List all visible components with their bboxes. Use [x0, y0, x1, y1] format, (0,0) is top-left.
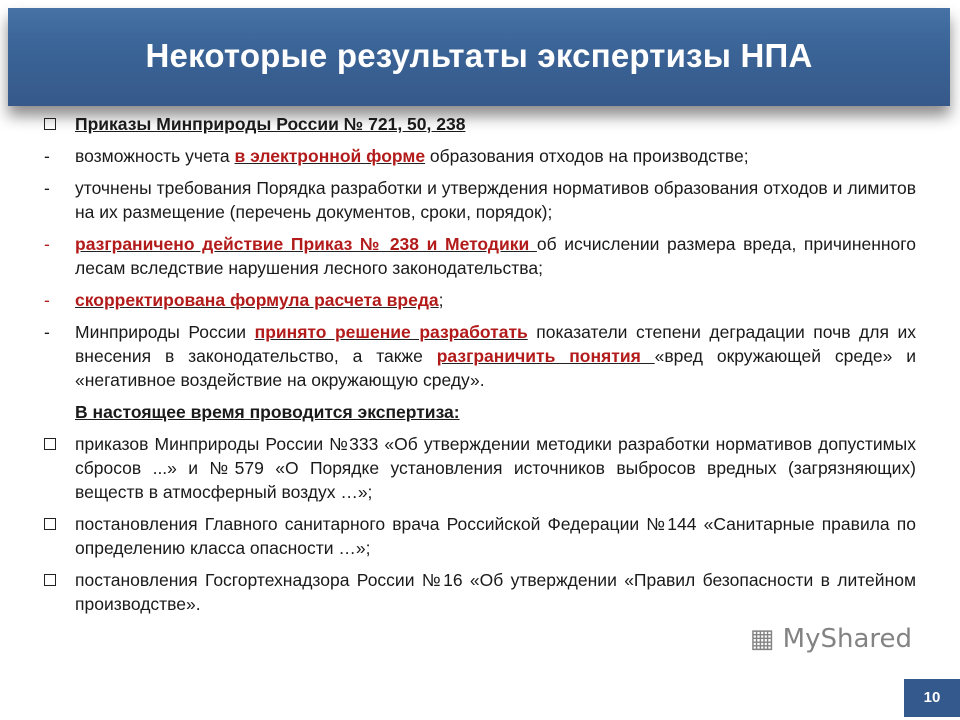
- watermark: ▦ MyShared: [749, 624, 912, 654]
- page-number: 10: [904, 679, 960, 717]
- checkbox-bullet-icon: [44, 574, 56, 586]
- list-item: приказов Минприроды России №333 «Об утверждении методики разработки нормативов допустимых сбросов ...» и №579 «О Порядке установления источников выбросов вредных (загрязняющих) веществ в атмосферный воздух …»;: [44, 432, 916, 504]
- slide-title: Некоторые результаты экспертизы НПА: [145, 37, 813, 74]
- checkbox-bullet-icon: [44, 118, 56, 130]
- list-item: постановления Главного санитарного врача Российской Федерации №144 «Санитарные правила по определению класса опасности …»;: [44, 512, 916, 560]
- presentation-icon: ▦: [749, 624, 775, 654]
- checkbox-bullet-icon: [44, 518, 56, 530]
- section2-heading: В настоящее время проводится экспертиза:: [75, 402, 460, 422]
- list-item: - Минприроды России принято решение разработать показатели степени деградации почв для их внесения в законодательство, а также разграничить понятия «вред окружающей среде» и «негативное воздействие на окружающую среду».: [44, 322, 916, 390]
- list-item: постановления Госгортехнадзора России №16 «Об утверждении «Правил безопасности в литейном производстве».: [44, 568, 916, 616]
- list-item: - уточнены требования Порядка разработки и утверждения нормативов образования отходов и лимитов на их размещение (перечень документов, сроки, порядок);: [44, 178, 916, 222]
- list-item: - разграничено действие Приказ № 238 и Методики об исчислении размера вреда, причиненного лесам вследствие нарушения лесного законодательства;: [44, 234, 917, 278]
- list-item: - скорректирована формула расчета вреда;: [44, 290, 444, 310]
- section1-heading: Приказы Минприроды России № 721, 50, 238: [44, 112, 916, 136]
- checkbox-bullet-icon: [44, 438, 56, 450]
- title-banner: [8, 8, 950, 106]
- list-item: - возможность учета в электронной форме образования отходов на производстве;: [44, 146, 749, 166]
- slide-body: [44, 112, 916, 654]
